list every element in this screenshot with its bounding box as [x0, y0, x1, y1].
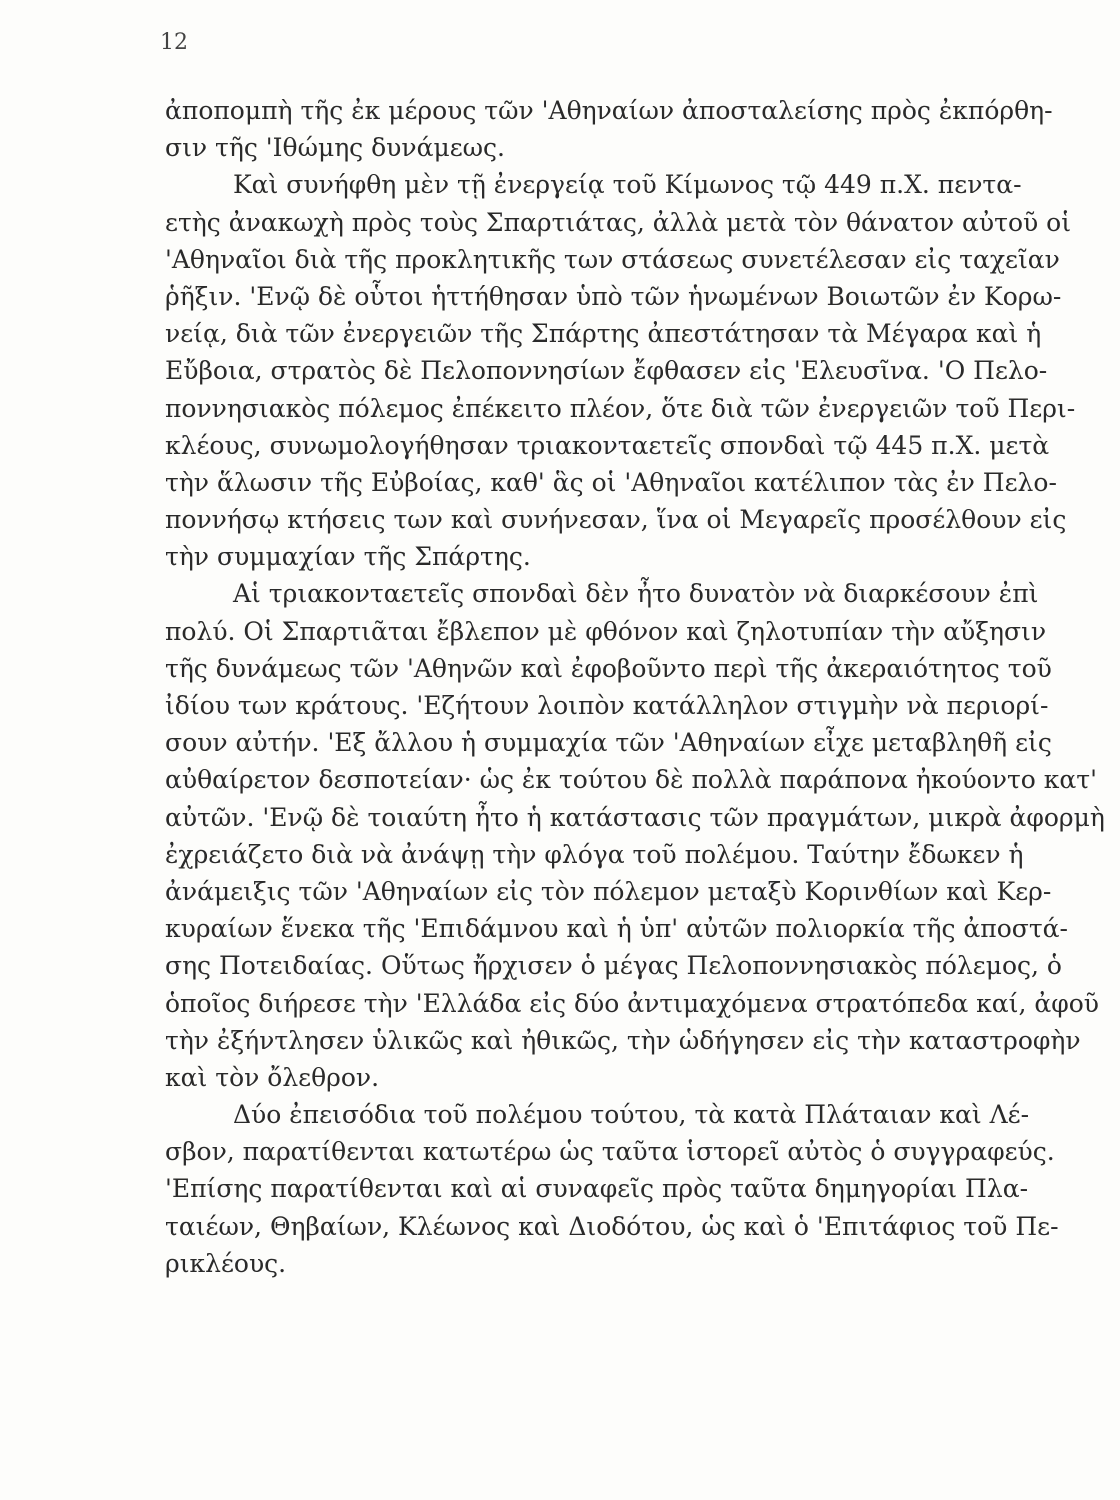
paragraph	[165, 575, 1105, 1096]
text-line: αὐτῶν. 'Ενῷ δὲ τοιαύτη ἦτο ἡ κατάστασις τῶν πραγμάτων, μικρὰ ἀφορμὴ	[165, 802, 1105, 832]
paragraph	[165, 166, 1076, 575]
text-line: 'Επίσης παρατίθενται καὶ αἱ συναφεῖς πρὸς ταῦτα δημηγορίαι Πλα-	[165, 1174, 1029, 1204]
text-line: αὐθαίρετον δεσποτείαν· ὡς ἐκ τούτου δὲ πολλὰ παράπονα ἠκούοντο κατ'	[165, 765, 1097, 795]
text-line: ῥῆξιν. 'Ενῷ δὲ οὗτοι ἡττήθησαν ὑπὸ τῶν ἡνωμένων Βοιωτῶν ἐν Κορω-	[165, 281, 1062, 311]
text-line: Καὶ συνήφθη μὲν τῇ ἐνεργείᾳ τοῦ Κίμωνος τῷ 449 π.Χ. πεντα-	[233, 170, 1022, 200]
text-line: σης Ποτειδαίας. Οὕτως ἤρχισεν ὁ μέγας Πελοποννησιακὸς πόλεμος, ὁ	[165, 951, 1062, 981]
body-text	[165, 92, 1105, 1282]
text-line: 'Αθηναῖοι διὰ τῆς προκλητικῆς των στάσεως συνετέλεσαν εἰς ταχεῖαν	[165, 244, 1060, 274]
text-line: τῆς δυνάμεως τῶν 'Αθηνῶν καὶ ἐφοβοῦντο περὶ τῆς ἀκεραιότητος τοῦ	[165, 653, 1052, 683]
text-line: ταιέων, Θηβαίων, Κλέωνος καὶ Διοδότου, ὡς καὶ ὁ 'Επιτάφιος τοῦ Πε-	[165, 1211, 1059, 1241]
text-line: ἐχρειάζετο διὰ νὰ ἀνάψῃ τὴν φλόγα τοῦ πολέμου. Ταύτην ἔδωκεν ἡ	[165, 839, 1024, 869]
text-line: πολύ. Οἱ Σπαρτιᾶται ἔβλεπον μὲ φθόνον καὶ ζηλοτυπίαν τὴν αὔξησιν	[165, 616, 1047, 646]
text-line: νείᾳ, διὰ τῶν ἐνεργειῶν τῆς Σπάρτης ἀπεστάτησαν τὰ Μέγαρα καὶ ἡ	[165, 319, 1042, 349]
paragraph	[165, 92, 1053, 166]
text-line: τὴν ἐξήντλησεν ὑλικῶς καὶ ἠθικῶς, τὴν ὡδήγησεν εἰς τὴν καταστροφὴν	[165, 1025, 1081, 1055]
page-number: 12	[160, 30, 188, 55]
text-line: Εὔβοια, στρατὸς δὲ Πελοποννησίων ἔφθασεν εἰς 'Ελευσῖνα. 'Ο Πελο-	[165, 356, 1048, 386]
paragraph	[165, 1096, 1059, 1282]
text-line: ρικλέους.	[165, 1248, 287, 1278]
text-line: ἀποπομπὴ τῆς ἐκ μέρους τῶν 'Αθηναίων ἀποσταλείσης πρὸς ἐκπόρθη-	[165, 96, 1053, 125]
text-line: ποννήσῳ κτήσεις των καὶ συνήνεσαν, ἵνα οἱ Μεγαρεῖς προσέλθουν εἰς	[165, 505, 1067, 535]
text-line: σιν τῆς 'Ιθώμης δυνάμεως.	[165, 133, 505, 163]
text-line: ἀνάμειξις τῶν 'Αθηναίων εἰς τὸν πόλεμον μεταξὺ Κορινθίων καὶ Κερ-	[165, 876, 1052, 906]
text-line: σουν αὐτήν. 'Εξ ἄλλου ἡ συμμαχία τῶν 'Αθηναίων εἶχε μεταβληθῆ εἰς	[165, 728, 1052, 758]
text-line: τὴν συμμαχίαν τῆς Σπάρτης.	[165, 542, 531, 572]
text-line: τὴν ἅλωσιν τῆς Εὐβοίας, καθ' ἃς οἱ 'Αθηναῖοι κατέλιπον τὰς ἐν Πελο-	[165, 467, 1057, 497]
text-line: ὁποῖος διήρεσε τὴν 'Ελλάδα εἰς δύο ἀντιμαχόμενα στρατόπεδα καί, ἀφοῦ	[165, 988, 1099, 1018]
text-line: ποννησιακὸς πόλεμος ἐπέκειτο πλέον, ὅτε διὰ τῶν ἐνεργειῶν τοῦ Περι-	[165, 393, 1076, 423]
text-line: ἰδίου των κράτους. 'Εζήτουν λοιπὸν κατάλληλον στιγμὴν νὰ περιορί-	[165, 691, 1049, 720]
text-line: σβον, παρατίθενται κατωτέρω ὡς ταῦτα ἱστορεῖ αὐτὸς ὁ συγγραφεύς.	[165, 1137, 1055, 1167]
text-line: καὶ τὸν ὄλεθρον.	[165, 1062, 380, 1092]
text-line: Αἱ τριακονταετεῖς σπονδαὶ δὲν ἦτο δυνατὸν νὰ διαρκέσουν ἐπὶ	[233, 579, 1039, 609]
text-line: κυραίων ἕνεκα τῆς 'Επιδάμνου καὶ ἡ ὑπ' αὐτῶν πολιορκία τῆς ἀποστά-	[165, 914, 1068, 944]
text-line: κλέους, συνωμολογήθησαν τριακονταετεῖς σπονδαὶ τῷ 445 π.Χ. μετὰ	[165, 430, 1050, 460]
text-line: Δύο ἐπεισόδια τοῦ πολέμου τούτου, τὰ κατὰ Πλάταιαν καὶ Λέ-	[233, 1100, 1030, 1130]
text-line: ετὴς ἀνακωχὴ πρὸς τοὺς Σπαρτιάτας, ἀλλὰ μετὰ τὸν θάνατον αὐτοῦ οἱ	[165, 207, 1072, 237]
